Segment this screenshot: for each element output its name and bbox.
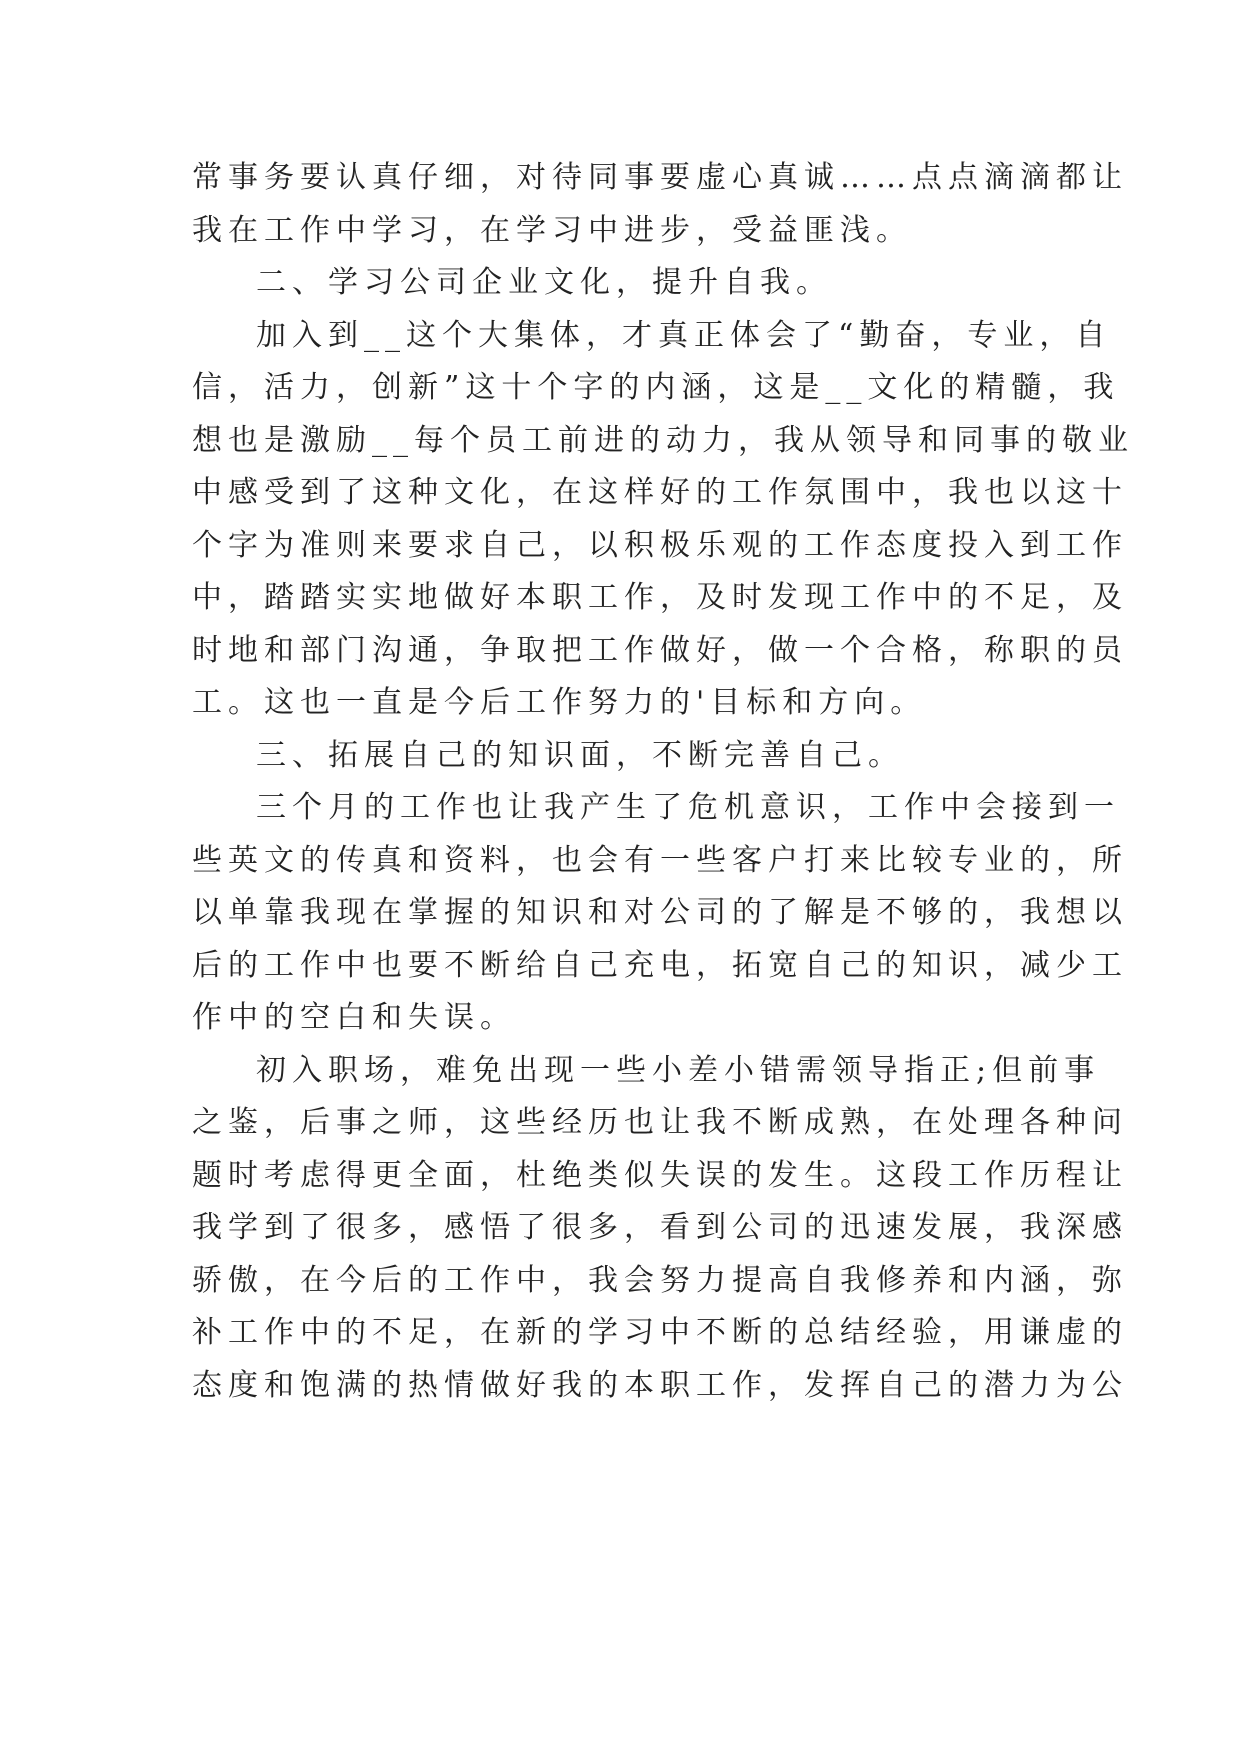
text-line: 后的工作中也要不断给自己充电，拓宽自己的知识，减少工 (192, 947, 1128, 983)
text-line: 态度和饱满的热情做好我的本职工作，发挥自己的潜力为公 (192, 1367, 1128, 1403)
text-line: 作中的空白和失误。 (192, 1000, 516, 1035)
text-line: 以单靠我现在掌握的知识和对公司的了解是不够的，我想以 (192, 895, 1128, 930)
text-line: 个字为准则来要求自己，以积极乐观的工作态度投入到工作 (192, 527, 1128, 563)
text-line: 工。这也一直是今后工作努力的'目标和方向。 (192, 685, 927, 720)
text-line: 中，踏踏实实地做好本职工作，及时发现工作中的不足，及 (192, 580, 1128, 615)
text-line: 题时考虑得更全面，杜绝类似失误的发生。这段工作历程让 (192, 1157, 1128, 1193)
text-line: 补工作中的不足，在新的学习中不断的总结经验，用谦虚的 (192, 1315, 1128, 1350)
text-line: 想也是激励__每个员工前进的动力，我从领导和同事的敬业 (192, 422, 1134, 458)
text-line: 骄傲，在今后的工作中，我会努力提高自我修养和内涵，弥 (192, 1262, 1128, 1298)
text-line: 中感受到了这种文化，在这样好的工作氛围中，我也以这十 (192, 475, 1128, 510)
text-line: 时地和部门沟通，争取把工作做好，做一个合格，称职的员 (192, 632, 1128, 668)
text-line: 常事务要认真仔细，对待同事要虚心真诚……点点滴滴都让 (192, 160, 1128, 195)
text-line: 三个月的工作也让我产生了危机意识，工作中会接到一 (256, 790, 1120, 825)
document-body (192, 152, 1134, 1412)
text-line: 些英文的传真和资料，也会有一些客户打来比较专业的，所 (192, 842, 1128, 878)
text-line: 我学到了很多，感悟了很多，看到公司的迅速发展，我深感 (192, 1210, 1128, 1245)
text-line: 之鉴，后事之师，这些经历也让我不断成熟，在处理各种问 (192, 1105, 1128, 1140)
section-heading: 二、学习公司企业文化，提升自我。 (256, 265, 832, 300)
text-line: 我在工作中学习，在学习中进步，受益匪浅。 (192, 212, 912, 248)
text-line: 信，活力，创新”这十个字的内涵，这是__文化的精髓，我 (192, 370, 1120, 405)
text-line: 初入职场，难免出现一些小差小错需领导指正;但前事 (256, 1052, 1101, 1088)
section-heading: 三、拓展自己的知识面，不断完善自己。 (256, 737, 904, 773)
text-line: 加入到__这个大集体，才真正体会了“勤奋，专业，自 (256, 317, 1112, 353)
